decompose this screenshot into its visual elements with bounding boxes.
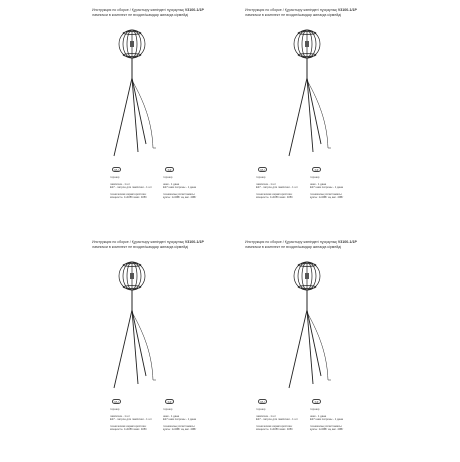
language-badge-kz: KZ [165,167,174,172]
language-badge-ru: RU [112,399,121,404]
spec-ru [110,176,152,200]
title-line-1: Инструкция по сборке / Құрастыру жөніндегі нұсқаулық [245,8,337,12]
spec-line: Е27 шам патроны - 1 дана [310,418,343,422]
spec-line: Е27 шам патроны - 1 дана [163,418,196,422]
title-line-2: лампочки в комплект не входят/шамдар жинаққа кірмейді [92,13,189,17]
language-badge-kz: KZ [312,399,321,404]
spec-heading: торшер [163,176,173,179]
spec-line: шам - 1 дана [310,182,327,186]
spec-heading: торшер [310,408,320,411]
language-badge-ru: RU [258,167,267,172]
title-line-2: лампочки в комплект не входят/шамдар жинаққа кірмейді [92,245,189,249]
language-badge-kz: KZ [165,399,174,404]
product-code: V3100-1/1P [184,240,204,244]
spec-line: мощность: 1х40Вт макс. 40Вт [110,196,147,200]
language-badge-ru: RU [258,399,267,404]
title-line-2: лампочки в комплект не входят/шамдар жинаққа кірмейді [245,245,342,249]
spec-heading: торшер [110,176,120,179]
product-code: V3100-1/1P [184,8,204,12]
spec-heading: торшер [163,408,173,411]
spec-line: мощность: 1х40Вт макс. 40Вт [110,428,147,432]
spec-kz [163,408,196,432]
floor-lamp-illustration [283,254,331,394]
floor-lamp-illustration [108,254,156,394]
spec-line: лампочка - 1 шт [256,414,276,418]
spec-line: лампочка - 1 шт [110,182,130,186]
spec-line: лампочка - 1 шт [256,182,276,186]
spec-heading: торшер [256,176,266,179]
spec-heading: торшер [110,408,120,411]
spec-line: Е27 - патрон для лампочки - 1 шт [110,186,152,190]
spec-line: Е27 - патрон для лампочки - 1 шт [110,418,152,422]
spec-line: техникалық сипаттамасы: [310,424,343,428]
spec-ru [256,176,298,200]
spec-line: қуаты: 1х40Вт ең көп. 40Вт [310,196,344,200]
product-code: V3100-1/1P [337,240,357,244]
spec-line: техническая характеристика: [256,192,293,196]
title-line-1: Инструкция по сборке / Құрастыру жөніндегі нұсқаулық [245,240,337,244]
spec-kz [310,176,343,200]
spec-line: қуаты: 1х40Вт ең көп. 40Вт [163,428,197,432]
title-line-1: Инструкция по сборке / Құрастыру жөніндегі нұсқаулық [92,240,184,244]
instruction-sheet-4 [230,232,460,462]
spec-heading: торшер [310,176,320,179]
spec-ru [110,408,152,432]
spec-line: техническая характеристика: [256,424,293,428]
sheet-title [92,8,224,18]
spec-line: Е27 шам патроны - 1 дана [310,186,343,190]
spec-line: Е27 - патрон для лампочки - 1 шт [256,418,298,422]
language-badge-ru: RU [112,167,121,172]
spec-ru [256,408,298,432]
spec-line: шам - 1 дана [163,414,180,418]
sheet-title [245,240,377,250]
spec-line: техническая характеристика: [110,192,147,196]
spec-line: шам - 1 дана [310,414,327,418]
spec-line: Е27 - патрон для лампочки - 1 шт [256,186,298,190]
product-code: V3100-1/1P [337,8,357,12]
spec-line: қуаты: 1х40Вт ең көп. 40Вт [310,428,344,432]
floor-lamp-illustration [283,22,331,162]
spec-heading: торшер [256,408,266,411]
spec-kz [163,176,196,200]
instruction-sheet-2 [230,0,460,230]
language-badge-kz: KZ [312,167,321,172]
spec-line: қуаты: 1х40Вт ең көп. 40Вт [163,196,197,200]
title-line-1: Инструкция по сборке / Құрастыру жөніндегі нұсқаулық [92,8,184,12]
spec-line: Е27 шам патроны - 1 дана [163,186,196,190]
sheet-title [92,240,224,250]
spec-line: техникалық сипаттамасы: [163,192,196,196]
spec-kz [310,408,343,432]
spec-line: лампочка - 1 шт [110,414,130,418]
sheet-title [245,8,377,18]
spec-line: мощность: 1х40Вт макс. 40Вт [256,428,293,432]
instruction-sheet-3 [0,232,230,462]
title-line-2: лампочки в комплект не входят/шамдар жинаққа кірмейді [245,13,342,17]
spec-line: техническая характеристика: [110,424,147,428]
spec-line: шам - 1 дана [163,182,180,186]
spec-line: техникалық сипаттамасы: [163,424,196,428]
floor-lamp-illustration [108,22,156,162]
spec-line: техникалық сипаттамасы: [310,192,343,196]
spec-line: мощность: 1х40Вт макс. 40Вт [256,196,293,200]
instruction-sheet-1 [0,0,230,230]
